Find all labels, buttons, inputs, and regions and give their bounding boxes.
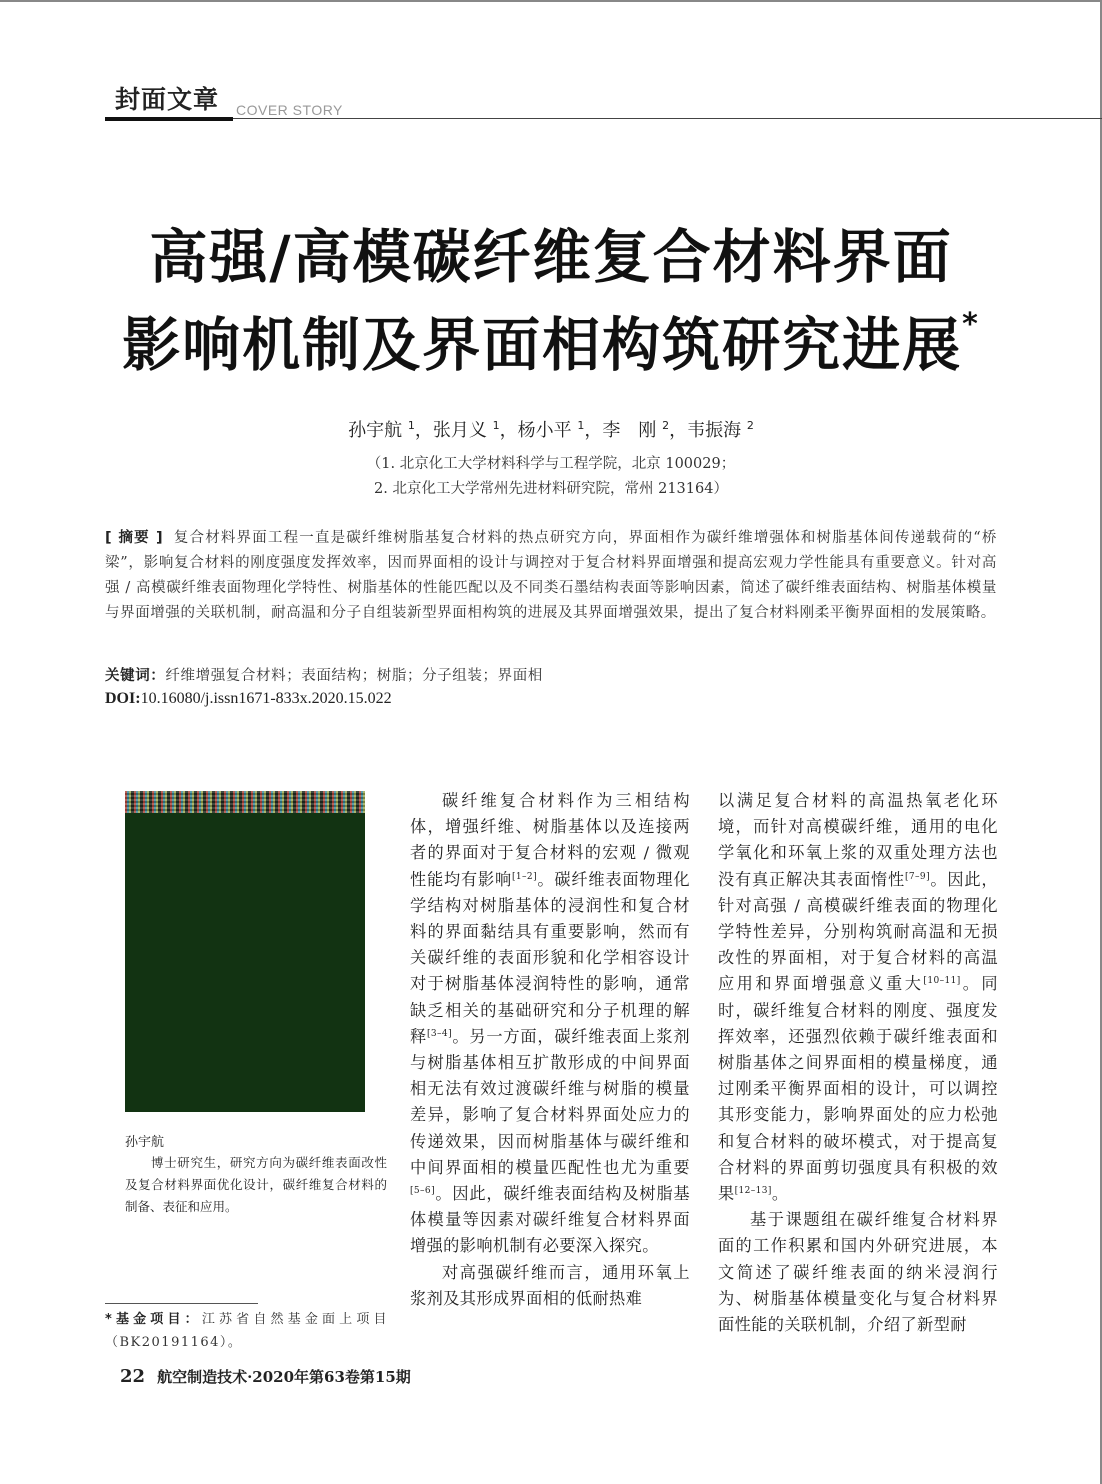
- author-list: 孙宇航 $^1$，张月义 $^1$，杨小平 $^1$，李 刚 $^2$，韦振海 $^2$: [348, 419, 754, 441]
- author-name: 韦振海: [687, 420, 742, 441]
- article-title-line-2: [0, 307, 1102, 379]
- citation: [5–6]: [410, 1186, 435, 1197]
- article-title-line-1: 高强/高模碳纤维复合材料界面: [149, 223, 953, 291]
- author-affiliation-mark: 2: [662, 419, 670, 432]
- page-footer: [120, 1366, 411, 1387]
- author-name: 张月义: [432, 420, 487, 441]
- body-text: 对高强碳纤维而言，通用环氧上浆剂及其形成界面相的低耐热难: [410, 1262, 690, 1308]
- body-text: 基于课题组在碳纤维复合材料界面的工作积累和国内外研究进展，本文简述了碳纤维表面的纳米浸润行为、树脂基体模量变化与复合材料界面性能的关联机制，介绍了新型耐: [718, 1210, 998, 1335]
- header-rule-thin: [233, 118, 1102, 119]
- section-tag-english: COVER STORY: [236, 102, 343, 118]
- fund-footnote: [105, 1308, 388, 1354]
- body-text: 。因此，碳纤维表面结构及树脂基体模量等因素对碳纤维复合材料界面增强的影响机制有必要深入探究。: [410, 1184, 690, 1256]
- keywords-label: 关键词：: [105, 668, 166, 684]
- author-name: 杨小平: [517, 420, 572, 441]
- body-text: 。因此，针对高强 / 高模碳纤维表面的物理化学特性差异，分别构筑耐高温和无损改性的界面相，对于复合材料的高温应用和界面增强意义重大: [718, 869, 998, 994]
- author-affiliation-mark: 2: [746, 419, 754, 432]
- author-photo-artifact: [125, 791, 365, 813]
- header-rule-thick: [105, 117, 233, 121]
- body-paragraph: [718, 788, 998, 1207]
- keywords-text: 纤维增强复合材料；表面结构；树脂；分子组装；界面相: [165, 668, 543, 684]
- author-name: 孙宇航: [348, 420, 403, 441]
- citation: [1–2]: [512, 871, 537, 882]
- author-name: 李 刚: [602, 420, 657, 441]
- citation: [7–9]: [905, 871, 930, 882]
- author-photo: [125, 791, 365, 1112]
- citation: [12–13]: [734, 1186, 772, 1197]
- body-paragraph: [718, 1207, 998, 1338]
- doi-label: DOI:: [105, 690, 141, 707]
- author-affiliation-mark: 1: [577, 419, 585, 432]
- body-column-2: [718, 788, 998, 1338]
- body-paragraph: [410, 1260, 690, 1312]
- body-text: 。同时，碳纤维复合材料的刚度、强度发挥效率，还强烈依赖于碳纤维表面和树脂基体之间界面相的模量梯度，通过刚柔平衡界面相的设计，可以调控其形变能力，影响界面处的应力松弛和复合材料的破坏模式，对于提高复合材料的界面剪切强度具有积极的效果: [718, 974, 998, 1204]
- page-top-border: [0, 0, 1102, 2]
- keywords: [105, 664, 543, 685]
- body-text: 以满足复合材料的高温热氧老化环境，而针对高模碳纤维，通用的电化学氧化和环氧上浆的双重处理方法也没有真正解决其表面惰性: [718, 791, 998, 889]
- affiliation-line-1: （1. 北京化工大学材料科学与工程学院，北京 100029；: [366, 456, 736, 472]
- author-affiliation-mark: 1: [492, 419, 500, 432]
- page-number: 22: [120, 1366, 146, 1387]
- author-affiliation-mark: 1: [407, 419, 415, 432]
- title-footnote-mark: *: [962, 307, 980, 342]
- fund-label: *基金项目：: [105, 1312, 202, 1327]
- journal-issue: 航空制造技术·2020年第63卷第15期: [157, 1368, 411, 1386]
- abstract-label: [ 摘要 ]: [105, 530, 164, 546]
- author-box-bio: 博士研究生，研究方向为碳纤维表面改性及复合材料界面优化设计，碳纤维复合材料的制备、表征和应用。: [125, 1155, 387, 1214]
- section-tag: 封面文章: [115, 85, 220, 114]
- body-text: 。: [771, 1184, 789, 1204]
- doi-value: 10.16080/j.issn1671-833x.2020.15.022: [140, 690, 392, 707]
- body-paragraph: [410, 788, 690, 1260]
- body-text: 碳纤维复合材料作为三相结构体，增强纤维、树脂基体以及连接两者的界面对于复合材料的宏观 / 微观性能均有影响: [410, 791, 690, 889]
- citation: [10–11]: [923, 976, 961, 987]
- article-title-line-2-text: 影响机制及界面相构筑研究进展: [122, 311, 963, 379]
- abstract-text: 复合材料界面工程一直是碳纤维树脂基复合材料的热点研究方向，界面相作为碳纤维增强体和树脂基体间传递载荷的“桥梁”，影响复合材料的刚度强度发挥效率，因而界面相的设计与调控对于复合材料界面增强和提高宏观力学性能具有重要意义。针对高强 / 高模碳纤维表面物理化学特性、树脂基体的性能匹配以及不同类石墨结构表面等影响因素，简述了碳纤维表面结构、树脂基体模量与界面增强的关联机制，耐高温和分子自组装新型界面相构筑的进展及其界面增强效果，提出了复合材料刚柔平衡界面相的发展策略。: [105, 530, 997, 621]
- doi: [105, 690, 392, 708]
- author-box-name: 孙宇航: [125, 1135, 165, 1150]
- abstract: [105, 526, 997, 626]
- footnote-rule: [105, 1303, 258, 1304]
- fund-text: 江苏省自然基金面上项目（BK20191164）。: [105, 1312, 388, 1350]
- affiliation-line-2: 2. 北京化工大学常州先进材料研究院，常州 213164）: [374, 481, 728, 497]
- citation: [3–4]: [427, 1028, 452, 1039]
- body-text: 。另一方面，碳纤维表面上浆剂与树脂基体相互扩散形成的中间界面相无法有效过渡碳纤维与树脂的模量差异，影响了复合材料界面处应力的传递效果，因而树脂基体与碳纤维和中间界面相的模量匹配性也尤为重要: [410, 1026, 690, 1177]
- body-text: 。碳纤维表面物理化学结构对树脂基体的浸润性和复合材料的界面黏结具有重要影响，然而有关碳纤维的表面形貌和化学相容设计对于树脂基体浸润特性的影响，通常缺乏相关的基础研究和分子机理的解释: [410, 869, 690, 1046]
- body-column-1: [410, 788, 690, 1312]
